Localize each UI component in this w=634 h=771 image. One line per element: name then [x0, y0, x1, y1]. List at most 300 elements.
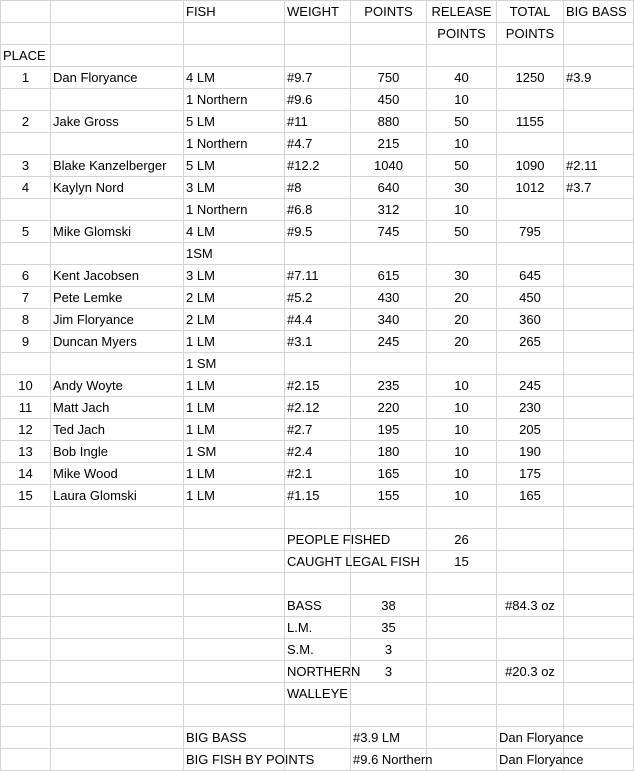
fish-cell[interactable]: 3 LM: [184, 177, 285, 199]
table-row: [1, 375, 634, 397]
cell[interactable]: [51, 705, 184, 727]
cell[interactable]: [285, 507, 351, 529]
place-cell[interactable]: 1: [1, 67, 51, 89]
big-bass-cell[interactable]: [564, 199, 634, 221]
cell[interactable]: [564, 529, 634, 551]
release-points-cell[interactable]: 10: [427, 419, 497, 441]
table-row: [1, 463, 634, 485]
place-cell[interactable]: 9: [1, 331, 51, 353]
big-bass-label[interactable]: BIG BASS: [184, 727, 285, 749]
cell[interactable]: [51, 661, 184, 683]
fish-cell[interactable]: 1 LM: [184, 375, 285, 397]
points-cell[interactable]: 880: [351, 111, 427, 133]
fish-cell[interactable]: 1 LM: [184, 485, 285, 507]
cell[interactable]: [564, 705, 634, 727]
cell[interactable]: [285, 45, 351, 67]
place-cell[interactable]: 12: [1, 419, 51, 441]
total-points-cell[interactable]: [497, 199, 564, 221]
place-cell[interactable]: 3: [1, 155, 51, 177]
place-cell[interactable]: 4: [1, 177, 51, 199]
name-cell[interactable]: Bob Ingle: [51, 441, 184, 463]
big-bass-cell[interactable]: [564, 463, 634, 485]
points-cell[interactable]: 430: [351, 287, 427, 309]
place-cell[interactable]: [1, 89, 51, 111]
big-bass-cell[interactable]: [564, 485, 634, 507]
release-points-cell[interactable]: 10: [427, 199, 497, 221]
total-points-cell[interactable]: 205: [497, 419, 564, 441]
name-cell[interactable]: [51, 199, 184, 221]
blank-row: [1, 705, 634, 727]
bass-weight[interactable]: #84.3 oz: [497, 595, 564, 617]
table-row: [1, 133, 634, 155]
cell[interactable]: [351, 705, 427, 727]
fish-cell[interactable]: 3 LM: [184, 265, 285, 287]
cell[interactable]: [564, 507, 634, 529]
fish-cell[interactable]: 1 SM: [184, 441, 285, 463]
cell[interactable]: [285, 23, 351, 45]
release-points-cell[interactable]: [427, 243, 497, 265]
header-row: [1, 23, 634, 45]
cell[interactable]: [497, 617, 564, 639]
header-row: [1, 1, 634, 23]
big-bass-cell[interactable]: [564, 375, 634, 397]
fish-cell[interactable]: 5 LM: [184, 155, 285, 177]
big-bass-cell[interactable]: [564, 331, 634, 353]
weight-cell[interactable]: #2.7: [285, 419, 351, 441]
release-points-cell[interactable]: [427, 353, 497, 375]
fish-cell[interactable]: 1 Northern: [184, 133, 285, 155]
release-points-cell[interactable]: 10: [427, 441, 497, 463]
cell[interactable]: [184, 551, 285, 573]
species-row: [1, 639, 634, 661]
cell[interactable]: [1, 617, 51, 639]
big-bass-cell[interactable]: [564, 111, 634, 133]
points-cell[interactable]: 615: [351, 265, 427, 287]
big-bass-cell[interactable]: [564, 309, 634, 331]
cell[interactable]: [1, 705, 51, 727]
cell[interactable]: [351, 507, 427, 529]
cell[interactable]: [427, 705, 497, 727]
fish-cell[interactable]: 1 LM: [184, 419, 285, 441]
blank-row: [1, 573, 634, 595]
big-fish-value[interactable]: #9.6 Northern: [351, 749, 427, 771]
header-release-points[interactable]: POINTS: [427, 23, 497, 45]
table-row: [1, 441, 634, 463]
fish-cell[interactable]: 1SM: [184, 243, 285, 265]
place-cell[interactable]: [1, 133, 51, 155]
cell[interactable]: [184, 683, 285, 705]
release-points-cell[interactable]: 50: [427, 155, 497, 177]
weight-cell[interactable]: #1.15: [285, 485, 351, 507]
points-cell[interactable]: 450: [351, 89, 427, 111]
table-row: [1, 89, 634, 111]
big-bass-cell[interactable]: [564, 265, 634, 287]
header-total[interactable]: TOTAL: [497, 1, 564, 23]
fish-cell[interactable]: 1 SM: [184, 353, 285, 375]
fish-cell[interactable]: 1 LM: [184, 397, 285, 419]
points-cell[interactable]: 750: [351, 67, 427, 89]
big-bass-cell[interactable]: [564, 353, 634, 375]
cell[interactable]: [564, 661, 634, 683]
cell[interactable]: [184, 507, 285, 529]
cell[interactable]: [51, 595, 184, 617]
cell[interactable]: [1, 727, 51, 749]
header-points[interactable]: POINTS: [351, 1, 427, 23]
cell[interactable]: [427, 45, 497, 67]
points-cell[interactable]: 312: [351, 199, 427, 221]
cell[interactable]: [427, 727, 497, 749]
name-cell[interactable]: Duncan Myers: [51, 331, 184, 353]
walleye-label[interactable]: WALLEYE: [285, 683, 351, 705]
name-cell[interactable]: Mike Wood: [51, 463, 184, 485]
total-points-cell[interactable]: 360: [497, 309, 564, 331]
cell[interactable]: [51, 551, 184, 573]
weight-cell[interactable]: #4.7: [285, 133, 351, 155]
points-cell[interactable]: 180: [351, 441, 427, 463]
total-points-cell[interactable]: 175: [497, 463, 564, 485]
big-bass-cell[interactable]: [564, 419, 634, 441]
cell[interactable]: [285, 727, 351, 749]
cell[interactable]: [427, 661, 497, 683]
cell[interactable]: [427, 639, 497, 661]
points-cell[interactable]: 745: [351, 221, 427, 243]
fish-cell[interactable]: 2 LM: [184, 309, 285, 331]
table-row: [1, 67, 634, 89]
release-points-cell[interactable]: 20: [427, 309, 497, 331]
points-cell[interactable]: 340: [351, 309, 427, 331]
weight-cell[interactable]: #9.5: [285, 221, 351, 243]
caught-legal-label[interactable]: CAUGHT LEGAL FISH: [285, 551, 351, 573]
place-cell[interactable]: [1, 243, 51, 265]
lm-label[interactable]: L.M.: [285, 617, 351, 639]
weight-cell[interactable]: #2.12: [285, 397, 351, 419]
release-points-cell[interactable]: 10: [427, 89, 497, 111]
header-row: [1, 45, 634, 67]
cell[interactable]: [184, 617, 285, 639]
cell[interactable]: [1, 1, 51, 23]
total-points-cell[interactable]: [497, 353, 564, 375]
release-points-cell[interactable]: 30: [427, 265, 497, 287]
table-row: [1, 419, 634, 441]
fish-cell[interactable]: 1 Northern: [184, 89, 285, 111]
total-points-cell[interactable]: 265: [497, 331, 564, 353]
total-points-cell[interactable]: [497, 133, 564, 155]
cell[interactable]: [564, 617, 634, 639]
cell[interactable]: [51, 507, 184, 529]
name-cell[interactable]: [51, 89, 184, 111]
release-points-cell[interactable]: 10: [427, 397, 497, 419]
points-cell[interactable]: 245: [351, 331, 427, 353]
header-weight[interactable]: WEIGHT: [285, 1, 351, 23]
big-bass-winner[interactable]: Dan Floryance: [497, 727, 564, 749]
bass-count[interactable]: 38: [351, 595, 427, 617]
lm-count[interactable]: 35: [351, 617, 427, 639]
fish-cell[interactable]: 1 Northern: [184, 199, 285, 221]
cell[interactable]: [497, 45, 564, 67]
header-fish[interactable]: FISH: [184, 1, 285, 23]
place-cell[interactable]: [1, 199, 51, 221]
cell[interactable]: [51, 529, 184, 551]
weight-cell[interactable]: #5.2: [285, 287, 351, 309]
place-cell[interactable]: 5: [1, 221, 51, 243]
cell[interactable]: [427, 683, 497, 705]
weight-cell[interactable]: #2.4: [285, 441, 351, 463]
cell[interactable]: [285, 705, 351, 727]
cell[interactable]: [51, 727, 184, 749]
people-fished-value[interactable]: 26: [427, 529, 497, 551]
total-points-cell[interactable]: 230: [497, 397, 564, 419]
place-cell[interactable]: 15: [1, 485, 51, 507]
species-row: [1, 617, 634, 639]
cell[interactable]: [564, 45, 634, 67]
big-bass-cell[interactable]: #3.7: [564, 177, 634, 199]
cell[interactable]: [1, 507, 51, 529]
northern-weight[interactable]: #20.3 oz: [497, 661, 564, 683]
header-release[interactable]: RELEASE: [427, 1, 497, 23]
table-row: [1, 331, 634, 353]
cell[interactable]: [1, 683, 51, 705]
place-cell[interactable]: 10: [1, 375, 51, 397]
points-cell[interactable]: 640: [351, 177, 427, 199]
fish-cell[interactable]: 5 LM: [184, 111, 285, 133]
place-cell[interactable]: 11: [1, 397, 51, 419]
header-place[interactable]: PLACE: [1, 45, 51, 67]
release-points-cell[interactable]: 20: [427, 287, 497, 309]
northern-count[interactable]: 3: [351, 661, 427, 683]
cell[interactable]: [427, 749, 497, 771]
cell[interactable]: [184, 705, 285, 727]
header-total-points[interactable]: POINTS: [497, 23, 564, 45]
weight-cell[interactable]: #12.2: [285, 155, 351, 177]
points-cell[interactable]: 220: [351, 397, 427, 419]
cell[interactable]: [184, 45, 285, 67]
cell[interactable]: [497, 683, 564, 705]
release-points-cell[interactable]: 20: [427, 331, 497, 353]
points-cell[interactable]: [351, 353, 427, 375]
cell[interactable]: [497, 639, 564, 661]
total-points-cell[interactable]: 1155: [497, 111, 564, 133]
cell[interactable]: [351, 23, 427, 45]
release-points-cell[interactable]: 50: [427, 221, 497, 243]
big-bass-cell[interactable]: #2.11: [564, 155, 634, 177]
cell[interactable]: [1, 639, 51, 661]
place-cell[interactable]: 7: [1, 287, 51, 309]
cell[interactable]: [51, 1, 184, 23]
name-cell[interactable]: Kaylyn Nord: [51, 177, 184, 199]
total-points-cell[interactable]: 165: [497, 485, 564, 507]
fish-cell[interactable]: 2 LM: [184, 287, 285, 309]
weight-cell[interactable]: #11: [285, 111, 351, 133]
big-fish-label[interactable]: BIG FISH BY POINTS: [184, 749, 285, 771]
points-cell[interactable]: 1040: [351, 155, 427, 177]
total-points-cell[interactable]: 450: [497, 287, 564, 309]
sm-label[interactable]: S.M.: [285, 639, 351, 661]
caught-legal-value[interactable]: 15: [427, 551, 497, 573]
cell[interactable]: [564, 639, 634, 661]
place-cell[interactable]: 2: [1, 111, 51, 133]
cell[interactable]: [497, 507, 564, 529]
name-cell[interactable]: Dan Floryance: [51, 67, 184, 89]
total-points-cell[interactable]: 795: [497, 221, 564, 243]
name-cell[interactable]: [51, 243, 184, 265]
release-points-cell[interactable]: 10: [427, 485, 497, 507]
total-points-cell[interactable]: 1250: [497, 67, 564, 89]
points-cell[interactable]: [351, 243, 427, 265]
weight-cell[interactable]: #6.8: [285, 199, 351, 221]
name-cell[interactable]: Jake Gross: [51, 111, 184, 133]
total-points-cell[interactable]: 1012: [497, 177, 564, 199]
weight-cell[interactable]: #9.6: [285, 89, 351, 111]
weight-cell[interactable]: #2.1: [285, 463, 351, 485]
cell[interactable]: [564, 595, 634, 617]
big-bass-cell[interactable]: [564, 89, 634, 111]
cell[interactable]: [51, 617, 184, 639]
big-bass-value[interactable]: #3.9 LM: [351, 727, 427, 749]
big-fish-winner[interactable]: Dan Floryance: [497, 749, 564, 771]
place-cell[interactable]: 6: [1, 265, 51, 287]
weight-cell[interactable]: [285, 243, 351, 265]
total-points-cell[interactable]: 645: [497, 265, 564, 287]
award-row: [1, 749, 634, 771]
place-cell[interactable]: 13: [1, 441, 51, 463]
place-cell[interactable]: 14: [1, 463, 51, 485]
cell[interactable]: [1, 23, 51, 45]
weight-cell[interactable]: #9.7: [285, 67, 351, 89]
cell[interactable]: [184, 661, 285, 683]
name-cell[interactable]: Andy Woyte: [51, 375, 184, 397]
cell[interactable]: [351, 683, 427, 705]
weight-cell[interactable]: #2.15: [285, 375, 351, 397]
release-points-cell[interactable]: 40: [427, 67, 497, 89]
release-points-cell[interactable]: 10: [427, 133, 497, 155]
table-row: [1, 397, 634, 419]
name-cell[interactable]: Kent Jacobsen: [51, 265, 184, 287]
cell[interactable]: [497, 551, 564, 573]
big-bass-cell[interactable]: [564, 133, 634, 155]
big-bass-cell[interactable]: [564, 441, 634, 463]
name-cell[interactable]: Blake Kanzelberger: [51, 155, 184, 177]
big-bass-cell[interactable]: [564, 221, 634, 243]
species-row: [1, 595, 634, 617]
release-points-cell[interactable]: 50: [427, 111, 497, 133]
cell[interactable]: [427, 595, 497, 617]
results-body: [1, 67, 634, 507]
fish-cell[interactable]: 4 LM: [184, 221, 285, 243]
sm-count[interactable]: 3: [351, 639, 427, 661]
big-bass-cell[interactable]: #3.9: [564, 67, 634, 89]
cell[interactable]: [51, 23, 184, 45]
cell[interactable]: [1, 749, 51, 771]
cell[interactable]: [497, 529, 564, 551]
place-cell[interactable]: [1, 353, 51, 375]
table-row: [1, 111, 634, 133]
cell[interactable]: [51, 683, 184, 705]
cell[interactable]: [564, 23, 634, 45]
cell[interactable]: [184, 639, 285, 661]
total-points-cell[interactable]: [497, 89, 564, 111]
northern-label[interactable]: NORTHERN: [285, 661, 351, 683]
cell[interactable]: [497, 705, 564, 727]
cell[interactable]: [1, 661, 51, 683]
name-cell[interactable]: Pete Lemke: [51, 287, 184, 309]
cell[interactable]: [427, 507, 497, 529]
big-bass-cell[interactable]: [564, 397, 634, 419]
table-row: [1, 155, 634, 177]
table-row: [1, 309, 634, 331]
award-row: [1, 727, 634, 749]
weight-cell[interactable]: #8: [285, 177, 351, 199]
cell[interactable]: [184, 595, 285, 617]
people-fished-label[interactable]: PEOPLE FISHED: [285, 529, 351, 551]
total-points-cell[interactable]: 245: [497, 375, 564, 397]
cell[interactable]: [1, 529, 51, 551]
name-cell[interactable]: [51, 353, 184, 375]
name-cell[interactable]: Laura Glomski: [51, 485, 184, 507]
fish-cell[interactable]: 1 LM: [184, 331, 285, 353]
points-cell[interactable]: 165: [351, 463, 427, 485]
fish-cell[interactable]: 4 LM: [184, 67, 285, 89]
cell[interactable]: [564, 683, 634, 705]
cell[interactable]: [184, 573, 285, 595]
name-cell[interactable]: [51, 133, 184, 155]
cell[interactable]: [1, 573, 51, 595]
release-points-cell[interactable]: 30: [427, 177, 497, 199]
cell[interactable]: [351, 573, 427, 595]
cell[interactable]: [497, 573, 564, 595]
points-cell[interactable]: 195: [351, 419, 427, 441]
cell[interactable]: [51, 639, 184, 661]
name-cell[interactable]: Ted Jach: [51, 419, 184, 441]
bass-label[interactable]: BASS: [285, 595, 351, 617]
table-row: [1, 353, 634, 375]
place-cell[interactable]: 8: [1, 309, 51, 331]
weight-cell[interactable]: #7.11: [285, 265, 351, 287]
big-bass-cell[interactable]: [564, 243, 634, 265]
cell[interactable]: [564, 551, 634, 573]
header-big-bass[interactable]: BIG BASS: [564, 1, 634, 23]
total-points-cell[interactable]: 190: [497, 441, 564, 463]
name-cell[interactable]: Mike Glomski: [51, 221, 184, 243]
cell[interactable]: [285, 573, 351, 595]
points-cell[interactable]: 215: [351, 133, 427, 155]
cell[interactable]: [564, 573, 634, 595]
total-points-cell[interactable]: 1090: [497, 155, 564, 177]
cell[interactable]: [184, 23, 285, 45]
cell[interactable]: [51, 45, 184, 67]
big-bass-cell[interactable]: [564, 287, 634, 309]
cell[interactable]: [184, 529, 285, 551]
name-cell[interactable]: Jim Floryance: [51, 309, 184, 331]
release-points-cell[interactable]: 10: [427, 375, 497, 397]
cell[interactable]: [427, 573, 497, 595]
points-cell[interactable]: 235: [351, 375, 427, 397]
cell[interactable]: [51, 573, 184, 595]
weight-cell[interactable]: [285, 353, 351, 375]
weight-cell[interactable]: #4.4: [285, 309, 351, 331]
weight-cell[interactable]: #3.1: [285, 331, 351, 353]
table-row: [1, 485, 634, 507]
fish-cell[interactable]: 1 LM: [184, 463, 285, 485]
cell[interactable]: [1, 551, 51, 573]
cell[interactable]: [51, 749, 184, 771]
total-points-cell[interactable]: [497, 243, 564, 265]
cell[interactable]: [1, 595, 51, 617]
cell[interactable]: [427, 617, 497, 639]
points-cell[interactable]: 155: [351, 485, 427, 507]
cell[interactable]: [351, 45, 427, 67]
release-points-cell[interactable]: 10: [427, 463, 497, 485]
name-cell[interactable]: Matt Jach: [51, 397, 184, 419]
